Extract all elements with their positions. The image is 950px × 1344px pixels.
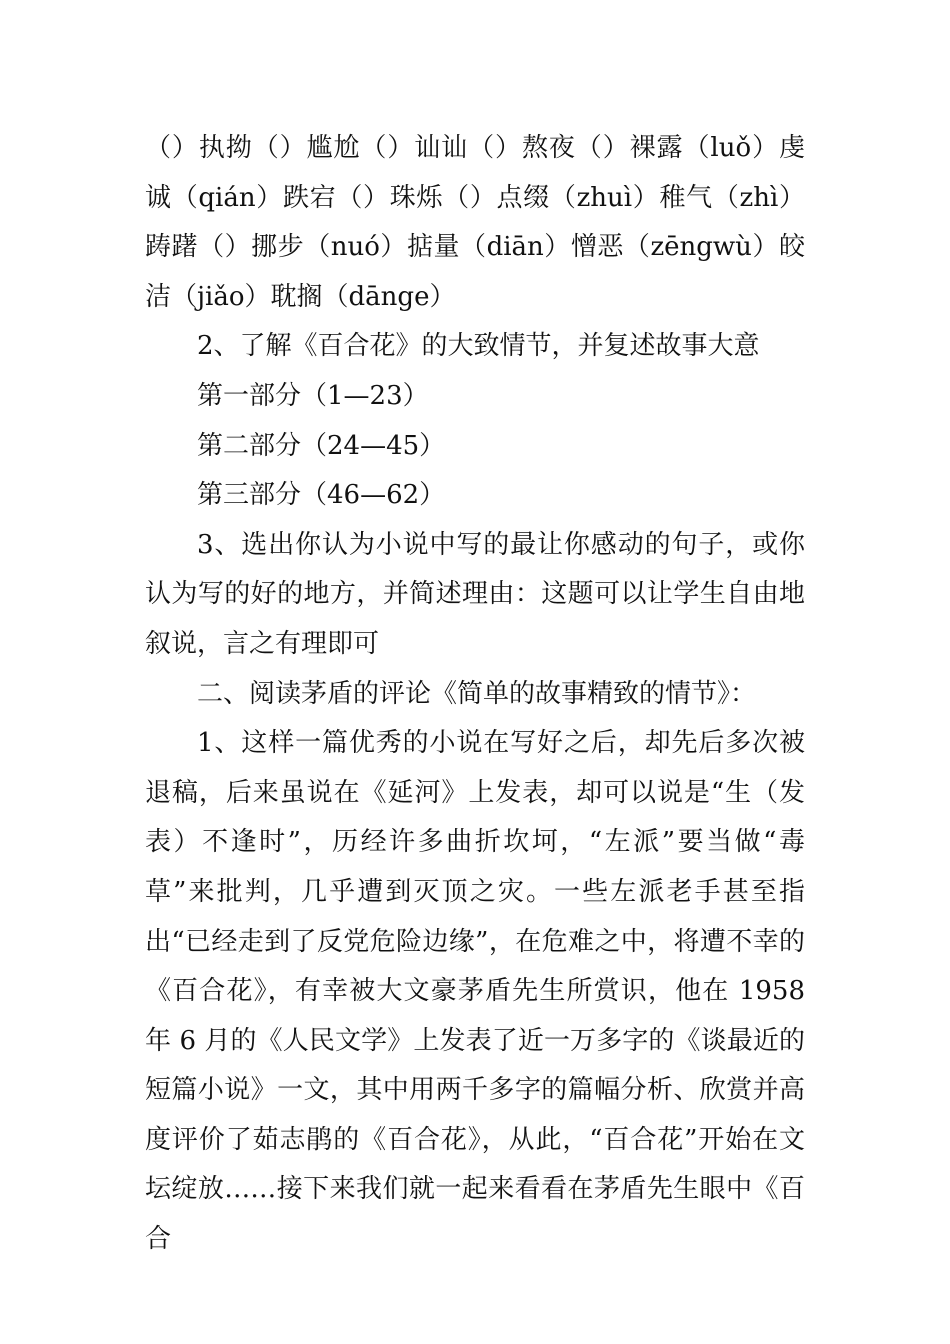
part-one-line: 第一部分（1—23） <box>197 380 429 411</box>
section-two-heading: 二、阅读茅盾的评论《简单的故事精致的情节》： <box>197 678 757 709</box>
part-two-line: 第二部分（24—45） <box>197 430 446 461</box>
vocabulary-paragraph: （）执拗（）尴尬（）讪讪（）熬夜（）裸露（luǒ）虔诚（qián）跌宕（）珠烁（）点缀（zhuì）稚气（zhì）踌躇（）挪步（nuó）掂量（diān）憎恶（zēngwù）皎洁（jiǎo）耽搁（dānge） <box>145 133 805 312</box>
task-2-heading: 2、了解《百合花》的大致情节，并复述故事大意 <box>197 331 760 362</box>
commentary-paragraph: 1、这样一篇优秀的小说在写好之后，却先后多次被退稿，后来虽说在《延河》上发表，却可以说是“生（发表）不逢时”，历经许多曲折坎坷，“左派”要当做“毒草”来批判，几乎遭到灭顶之灾。一些左派老手甚至指出“已经走到了反党危险边缘”，在危难之中，将遭不幸的《百合花》，有幸被大文豪茅盾先生所赏识，他在 1958 年 6 月的《人民文学》上发表了近一万多字的《谈最近的短篇小说》一文，其中用两千多字的篇幅分析、欣赏并高度评价了茹志鹃的《百合花》，从此，“百合花”开始在文坛绽放……接下来我们就一起来看看在茅盾先生眼中《百合 <box>145 728 805 1255</box>
part-three-line: 第三部分（46—62） <box>197 480 446 511</box>
document-body <box>145 124 805 1265</box>
task-3-paragraph: 3、选出你认为小说中写的最让你感动的句子，或你认为写的好的地方，并简述理由：这题可以让学生自由地叙说，言之有理即可 <box>145 529 805 659</box>
